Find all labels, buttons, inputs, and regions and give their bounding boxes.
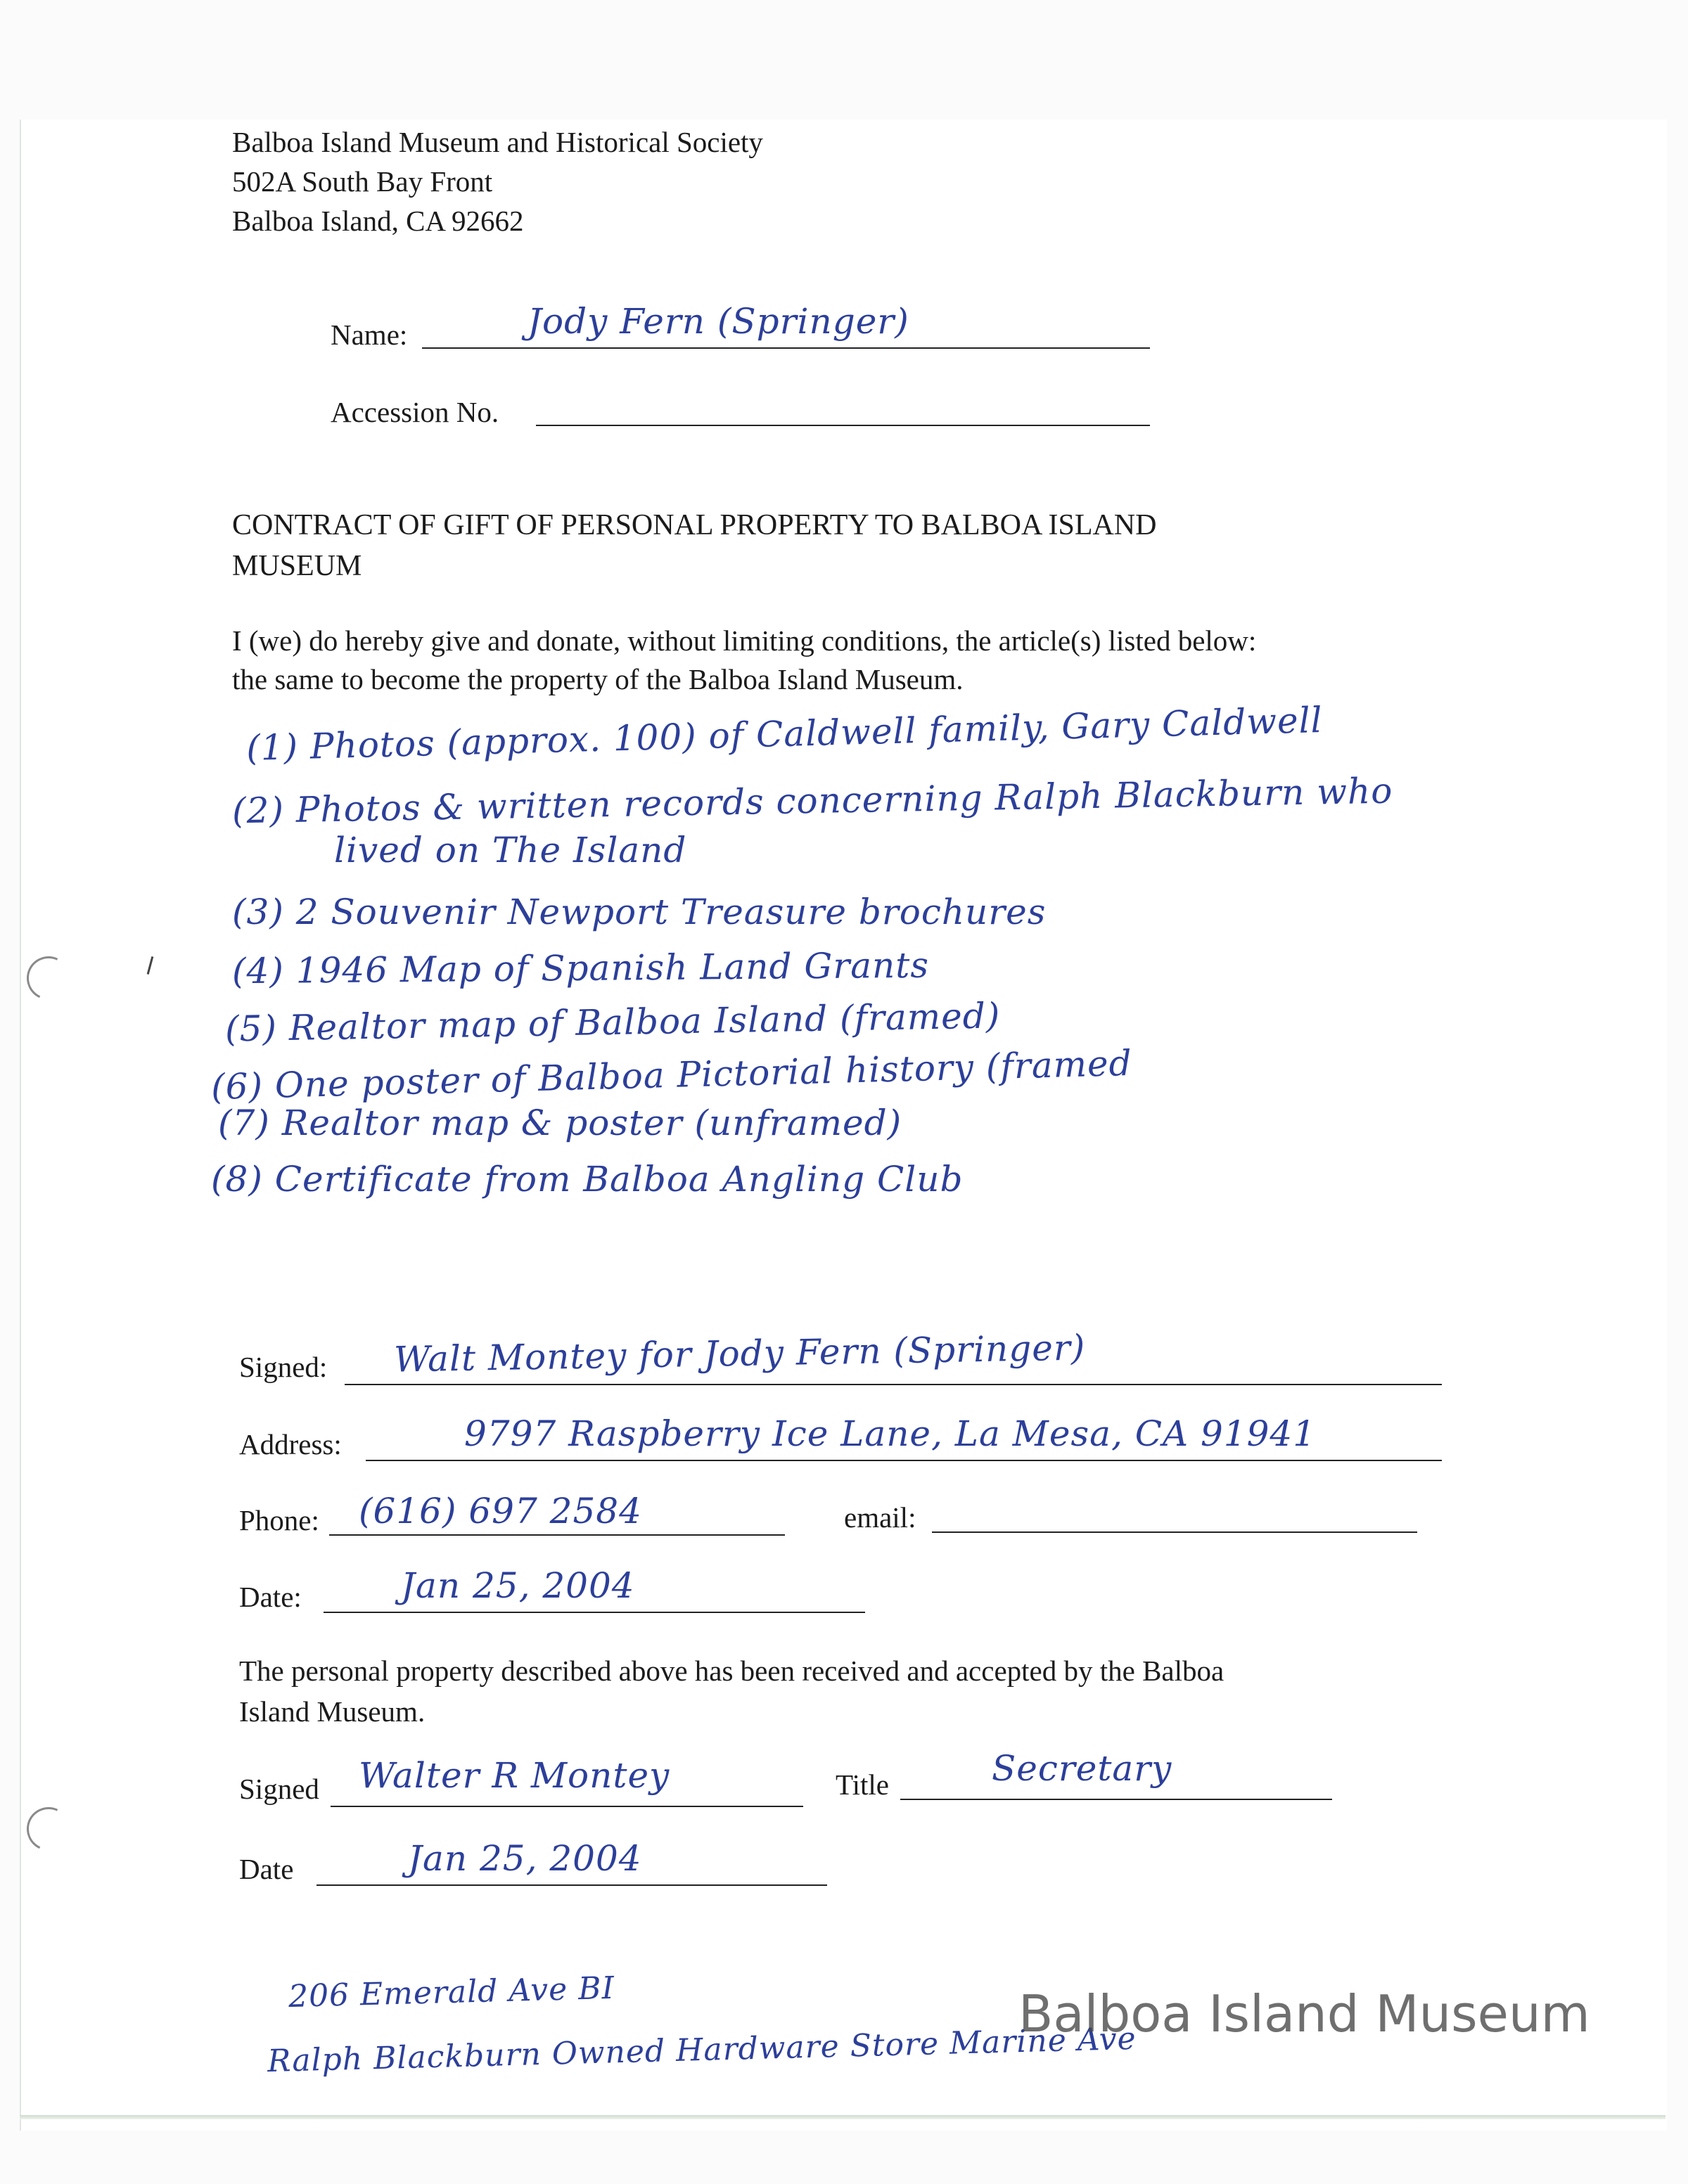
date-line: [324, 1612, 865, 1613]
item-4: (4) 1946 Map of Spanish Land Grants: [231, 944, 930, 992]
email-label: email:: [844, 1501, 916, 1534]
address-value: 9797 Raspberry Ice Lane, La Mesa, CA 91941: [464, 1413, 1317, 1454]
name-line: [422, 347, 1150, 349]
note-ralph: Ralph Blackburn Owned Hardware Store Marine Ave: [267, 2020, 1137, 2080]
date-value: Jan 25, 2004: [401, 1565, 635, 1606]
museum-date-value: Jan 25, 2004: [408, 1838, 642, 1879]
item-7: (7) Realtor map & poster (unframed): [218, 1103, 902, 1143]
accession-label: Accession No.: [331, 396, 499, 428]
museum-date-line: [316, 1884, 827, 1886]
name-label: Name:: [331, 319, 408, 351]
item-8: (8) Certificate from Balboa Angling Club: [211, 1159, 964, 1200]
museum-signature: Walter R Montey: [359, 1755, 670, 1796]
item-5: (5) Realtor map of Balboa Island (framed): [224, 995, 1001, 1050]
contract-title: CONTRACT OF GIFT OF PERSONAL PROPERTY TO BALBOA ISLAND: [232, 509, 1157, 541]
letterhead-org: Balboa Island Museum and Historical Society: [232, 126, 763, 158]
letterhead-street: 502A South Bay Front: [232, 165, 493, 198]
intro-text-cont: the same to become the property of the Balboa Island Museum.: [232, 663, 964, 695]
letterhead-city: Balboa Island, CA 92662: [232, 205, 524, 237]
acceptance-text: The personal property described above has been received and accepted by the Balboa: [239, 1655, 1225, 1687]
item-3: (3) 2 Souvenir Newport Treasure brochures: [232, 892, 1047, 932]
museum-signed-line: [331, 1806, 803, 1807]
museum-signed-label: Signed: [239, 1773, 319, 1805]
watermark-text: Balboa Island Museum: [1018, 1984, 1590, 2043]
item-6: (6) One poster of Balboa Pictorial history (framed: [210, 1042, 1133, 1108]
page-edge: [20, 2115, 1665, 2119]
item-2: (2) Photos & written records concerning Ralph Blackburn who: [231, 770, 1393, 832]
item-2-cont: lived on The Island: [334, 830, 687, 871]
intro-text: I (we) do hereby give and donate, without limiting conditions, the article(s) listed below:: [232, 624, 1257, 657]
address-line: [366, 1460, 1442, 1461]
title-label: Title: [836, 1768, 889, 1801]
item-1: (1) Photos (approx. 100) of Caldwell family, Gary Caldwell: [245, 699, 1324, 769]
accession-line: [536, 425, 1150, 426]
signed-line: [345, 1384, 1442, 1385]
acceptance-text-cont: Island Museum.: [239, 1695, 426, 1728]
email-line: [932, 1531, 1417, 1533]
phone-line: [329, 1534, 785, 1536]
note-address: 206 Emerald Ave BI: [288, 1970, 615, 2015]
signed-label: Signed:: [239, 1351, 328, 1383]
title-value: Secretary: [992, 1748, 1172, 1789]
phone-value: (616) 697 2584: [359, 1491, 642, 1531]
phone-label: Phone:: [239, 1504, 319, 1536]
museum-date-label: Date: [239, 1853, 294, 1885]
address-label: Address:: [239, 1428, 342, 1460]
name-value: Jody Fern (Springer): [528, 301, 909, 342]
title-line: [900, 1799, 1332, 1800]
contract-title-cont: MUSEUM: [232, 550, 362, 582]
donor-signature: Walt Montey for Jody Fern (Springer): [393, 1327, 1086, 1380]
date-label: Date:: [239, 1581, 302, 1613]
